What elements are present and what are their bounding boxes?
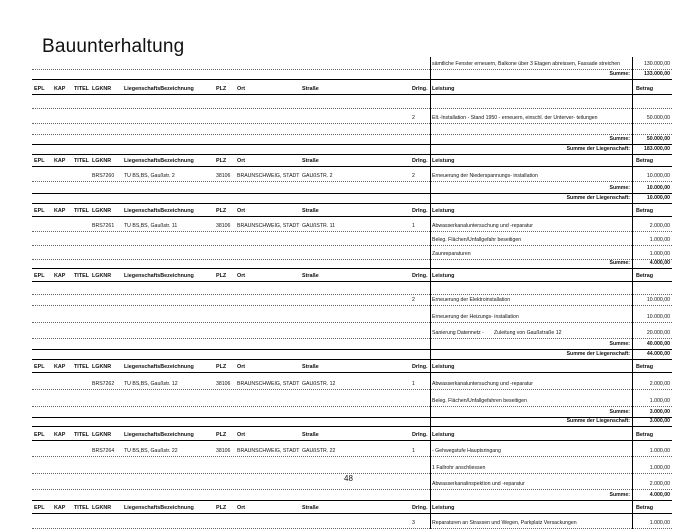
table-row bbox=[32, 373, 672, 390]
leistung-text: Zuleitung von Gaußstraße 12 bbox=[494, 330, 562, 336]
plz-value: 38106 bbox=[216, 448, 231, 454]
strasse-value: GAUßSTR. 11 bbox=[302, 223, 336, 229]
sum-value: 133.000,00 bbox=[644, 71, 670, 77]
property-sum-value: 183.000,00 bbox=[644, 146, 670, 152]
table-row bbox=[32, 109, 672, 124]
sum-row bbox=[32, 260, 672, 269]
col-str: Straße bbox=[302, 505, 319, 511]
col-ort: Ort bbox=[237, 505, 246, 511]
col-bez: LiegenschaftsBezeichnung bbox=[124, 208, 194, 214]
leistung-text: Abwasserkanaluntersuchung und -reparatur bbox=[432, 223, 533, 229]
table-row bbox=[32, 95, 672, 109]
leistung-text: Abwasserkanaluntersuchung und -reparatur bbox=[432, 381, 533, 387]
col-plz: PLZ bbox=[216, 86, 227, 92]
col-epl: EPL bbox=[34, 505, 45, 511]
col-lgknr: LGKNR bbox=[92, 158, 112, 164]
table-row bbox=[32, 232, 672, 246]
col-plz: PLZ bbox=[216, 208, 227, 214]
col-betrag: Betrag bbox=[636, 273, 654, 279]
col-lgknr: LGKNR bbox=[92, 364, 112, 370]
col-bez: LiegenschaftsBezeichnung bbox=[124, 505, 194, 511]
col-str: Straße bbox=[302, 158, 319, 164]
col-titel: TITEL bbox=[74, 364, 89, 370]
sum-label: Summe: bbox=[609, 492, 630, 498]
budget-table bbox=[32, 57, 672, 529]
drlg-value: 1 bbox=[412, 223, 415, 229]
col-kap: KAP bbox=[54, 505, 66, 511]
drlg-value: 1 bbox=[412, 381, 415, 387]
bez-value: TU BS,BS, Gaußstr. 22 bbox=[124, 448, 178, 454]
col-kap: KAP bbox=[54, 273, 66, 279]
col-betrag: Betrag bbox=[636, 86, 654, 92]
leistung-text: Abwasserkanalinspektion und -reparatur bbox=[432, 481, 525, 487]
col-betrag: Betrag bbox=[636, 505, 654, 511]
col-plz: PLZ bbox=[216, 364, 227, 370]
col-epl: EPL bbox=[34, 432, 45, 438]
sum-value: 10.000,00 bbox=[646, 185, 670, 191]
leistung-text: sämtliche Fenster erneuern, Balkone über 3 Etagen abreissen, Fassade streichen bbox=[432, 61, 621, 67]
col-plz: PLZ bbox=[216, 273, 227, 279]
table-header bbox=[32, 501, 672, 514]
col-kap: KAP bbox=[54, 364, 66, 370]
plz-value: 38106 bbox=[216, 381, 231, 387]
sum-row bbox=[32, 339, 672, 350]
leistung-text: Zaunreparaturen bbox=[432, 251, 471, 257]
leistung-text: Erneuerung der Niederspannungs- installation bbox=[432, 173, 538, 179]
drlg-value: 2 bbox=[412, 115, 415, 121]
col-bez: LiegenschaftsBezeichnung bbox=[124, 432, 194, 438]
betrag-value: 130.000,00 bbox=[644, 61, 670, 67]
col-str: Straße bbox=[302, 273, 319, 279]
col-lgknr: LGKNR bbox=[92, 505, 112, 511]
bez-value: TU BS,BS, Gaußstr. 2 bbox=[124, 173, 175, 179]
col-betrag: Betrag bbox=[636, 432, 654, 438]
col-lgknr: LGKNR bbox=[92, 273, 112, 279]
col-leistung: Leistung bbox=[432, 432, 455, 438]
table-header bbox=[32, 360, 672, 373]
betrag-value: 10.000,00 bbox=[646, 173, 670, 179]
strasse-value: GAUßSTR. 2 bbox=[302, 173, 333, 179]
leistung-text: Reparaturen an Strassen und Wegen, Parkplatz Versackungen bbox=[432, 520, 577, 526]
col-lgknr: LGKNR bbox=[92, 86, 112, 92]
bez-value: TU BS,BS, Gaußstr. 12 bbox=[124, 381, 178, 387]
col-titel: TITEL bbox=[74, 273, 89, 279]
sum-label: Summe: bbox=[609, 260, 630, 266]
betrag-value: 1.000,00 bbox=[649, 520, 670, 526]
col-betrag: Betrag bbox=[636, 158, 654, 164]
table-header bbox=[32, 80, 672, 95]
table-row bbox=[32, 295, 672, 306]
col-kap: KAP bbox=[54, 432, 66, 438]
col-drlg: Drlng. bbox=[412, 364, 428, 370]
lgknr-value: BRS7264 bbox=[92, 448, 115, 454]
sum-label: Summe: bbox=[609, 409, 630, 415]
property-sum-row bbox=[32, 350, 672, 360]
col-bez: LiegenschaftsBezeichnung bbox=[124, 158, 194, 164]
col-drlg: Drlng. bbox=[412, 505, 428, 511]
col-str: Straße bbox=[302, 86, 319, 92]
sum-value: 50.000,00 bbox=[646, 136, 670, 142]
col-drlg: Drlng. bbox=[412, 432, 428, 438]
property-sum-row bbox=[32, 418, 672, 427]
betrag-value: 1.000,00 bbox=[649, 251, 670, 257]
col-leistung: Leistung bbox=[432, 273, 455, 279]
strasse-value: GAUßSTR. 22 bbox=[302, 448, 336, 454]
col-titel: TITEL bbox=[74, 505, 89, 511]
col-str: Straße bbox=[302, 432, 319, 438]
sum-value: 4.000,00 bbox=[649, 492, 670, 498]
betrag-value: 2.000,00 bbox=[649, 481, 670, 487]
drlg-value: 1 bbox=[412, 448, 415, 454]
col-betrag: Betrag bbox=[636, 208, 654, 214]
col-kap: KAP bbox=[54, 208, 66, 214]
strasse-value: GAUßSTR. 12 bbox=[302, 381, 336, 387]
col-ort: Ort bbox=[237, 364, 246, 370]
table-row bbox=[32, 282, 672, 295]
sum-label: Summe: bbox=[609, 71, 630, 77]
drlg-value: 3 bbox=[412, 520, 415, 526]
sum-row bbox=[32, 70, 672, 80]
col-plz: PLZ bbox=[216, 158, 227, 164]
sum-label: Summe: bbox=[609, 185, 630, 191]
page-title: Bauunterhaltung bbox=[42, 36, 185, 57]
col-leistung: Leistung bbox=[432, 208, 455, 214]
betrag-value: 10.000,00 bbox=[646, 297, 670, 303]
table-header bbox=[32, 427, 672, 441]
betrag-value: 1.000,00 bbox=[649, 465, 670, 471]
col-kap: KAP bbox=[54, 86, 66, 92]
leistung-text: Erneuerung der Elektroinstallation bbox=[432, 297, 511, 303]
col-epl: EPL bbox=[34, 208, 45, 214]
table-row bbox=[32, 457, 672, 474]
sum-row bbox=[32, 135, 672, 145]
betrag-value: 2.000,00 bbox=[649, 223, 670, 229]
col-leistung: Leistung bbox=[432, 86, 455, 92]
lgknr-value: BRS7262 bbox=[92, 381, 115, 387]
table-row bbox=[32, 124, 672, 135]
drlg-value: 2 bbox=[412, 173, 415, 179]
table-header bbox=[32, 155, 672, 167]
table-row bbox=[32, 323, 672, 339]
betrag-value: 20.000,00 bbox=[646, 330, 670, 336]
property-sum-row bbox=[32, 194, 672, 204]
table-row bbox=[32, 441, 672, 457]
sum-value: 4.000,00 bbox=[649, 260, 670, 266]
col-ort: Ort bbox=[237, 158, 246, 164]
sum-row bbox=[32, 182, 672, 194]
col-epl: EPL bbox=[34, 364, 45, 370]
leistung-text: Beleg. Flächen/Unfallgefahren beseitigen bbox=[432, 398, 527, 404]
leistung-text: - Gehwegstufe Hauptsringang bbox=[432, 448, 501, 454]
ort-value: BRAUNSCHWEIG, STADT bbox=[237, 223, 300, 229]
col-drlg: Drlng. bbox=[412, 208, 428, 214]
plz-value: 38106 bbox=[216, 223, 231, 229]
table-header bbox=[32, 269, 672, 282]
sum-row bbox=[32, 407, 672, 418]
col-kap: KAP bbox=[54, 158, 66, 164]
lgknr-value: BRS7261 bbox=[92, 223, 115, 229]
col-bez: LiegenschaftsBezeichnung bbox=[124, 273, 194, 279]
property-sum-value: 10.000,00 bbox=[646, 195, 670, 201]
table-row bbox=[32, 246, 672, 260]
col-leistung: Leistung bbox=[432, 158, 455, 164]
col-str: Straße bbox=[302, 364, 319, 370]
col-ort: Ort bbox=[237, 208, 246, 214]
betrag-value: 1.000,00 bbox=[649, 448, 670, 454]
property-sum-value: 44.000,00 bbox=[646, 351, 670, 357]
property-sum-row bbox=[32, 145, 672, 155]
property-sum-label: Summe der Liegenschaft: bbox=[566, 418, 630, 424]
col-drlg: Drlng. bbox=[412, 273, 428, 279]
col-epl: EPL bbox=[34, 273, 45, 279]
col-bez: LiegenschaftsBezeichnung bbox=[124, 86, 194, 92]
table-row bbox=[32, 514, 672, 529]
leistung-text: Elt.-Installation - Stand 1950 - erneuern, einschl. der Unterver- teilungen bbox=[432, 115, 598, 121]
leistung-text: 1 Fallrohr anschliessen bbox=[432, 465, 486, 471]
sum-label: Summe: bbox=[609, 136, 630, 142]
col-leistung: Leistung bbox=[432, 505, 455, 511]
sum-label: Summe: bbox=[609, 341, 630, 347]
col-betrag: Betrag bbox=[636, 364, 654, 370]
table-header bbox=[32, 204, 672, 217]
drlg-value: 2 bbox=[412, 297, 415, 303]
betrag-value: 2.000,00 bbox=[649, 381, 670, 387]
betrag-value: 10.000,00 bbox=[646, 314, 670, 320]
bez-value: TU BS,BS, Gaußstr. 11 bbox=[124, 223, 178, 229]
page-number: 48 bbox=[344, 474, 353, 483]
col-drlg: Drlng. bbox=[412, 158, 428, 164]
ort-value: BRAUNSCHWEIG, STADT bbox=[237, 173, 300, 179]
col-ort: Ort bbox=[237, 86, 246, 92]
property-sum-label: Summe der Liegenschaft: bbox=[566, 146, 630, 152]
betrag-value: 1.000,00 bbox=[649, 237, 670, 243]
col-titel: TITEL bbox=[74, 158, 89, 164]
col-lgknr: LGKNR bbox=[92, 432, 112, 438]
table-row bbox=[32, 217, 672, 232]
col-titel: TITEL bbox=[74, 208, 89, 214]
col-titel: TITEL bbox=[74, 432, 89, 438]
col-plz: PLZ bbox=[216, 505, 227, 511]
leistung-text: Erneuerung der Heizungs- installation bbox=[432, 314, 519, 320]
table-row bbox=[32, 167, 672, 182]
table-row bbox=[32, 306, 672, 323]
col-epl: EPL bbox=[34, 158, 45, 164]
property-sum-label: Summe der Liegenschaft: bbox=[566, 351, 630, 357]
col-epl: EPL bbox=[34, 86, 45, 92]
ort-value: BRAUNSCHWEIG, STADT bbox=[237, 448, 300, 454]
leistung-text: Sanierung Datennetz - bbox=[432, 330, 484, 336]
leistung-text: Beleg. Flächen/Unfallgefahr beseitigen bbox=[432, 237, 522, 243]
col-ort: Ort bbox=[237, 273, 246, 279]
property-sum-value: 3.000,00 bbox=[649, 418, 670, 424]
col-drlg: Drlng. bbox=[412, 86, 428, 92]
col-titel: TITEL bbox=[74, 86, 89, 92]
property-sum-label: Summe der Liegenschaft: bbox=[566, 195, 630, 201]
sum-value: 3.000,00 bbox=[649, 409, 670, 415]
col-plz: PLZ bbox=[216, 432, 227, 438]
col-str: Straße bbox=[302, 208, 319, 214]
ort-value: BRAUNSCHWEIG, STADT bbox=[237, 381, 300, 387]
betrag-value: 1.000,00 bbox=[649, 398, 670, 404]
plz-value: 38106 bbox=[216, 173, 231, 179]
col-leistung: Leistung bbox=[432, 364, 455, 370]
lgknr-value: BRS7260 bbox=[92, 173, 115, 179]
betrag-value: 50.000,00 bbox=[646, 115, 670, 121]
col-lgknr: LGKNR bbox=[92, 208, 112, 214]
col-bez: LiegenschaftsBezeichnung bbox=[124, 364, 194, 370]
sum-value: 40.000,00 bbox=[646, 341, 670, 347]
col-ort: Ort bbox=[237, 432, 246, 438]
table-row bbox=[32, 390, 672, 407]
table-row bbox=[32, 57, 672, 70]
